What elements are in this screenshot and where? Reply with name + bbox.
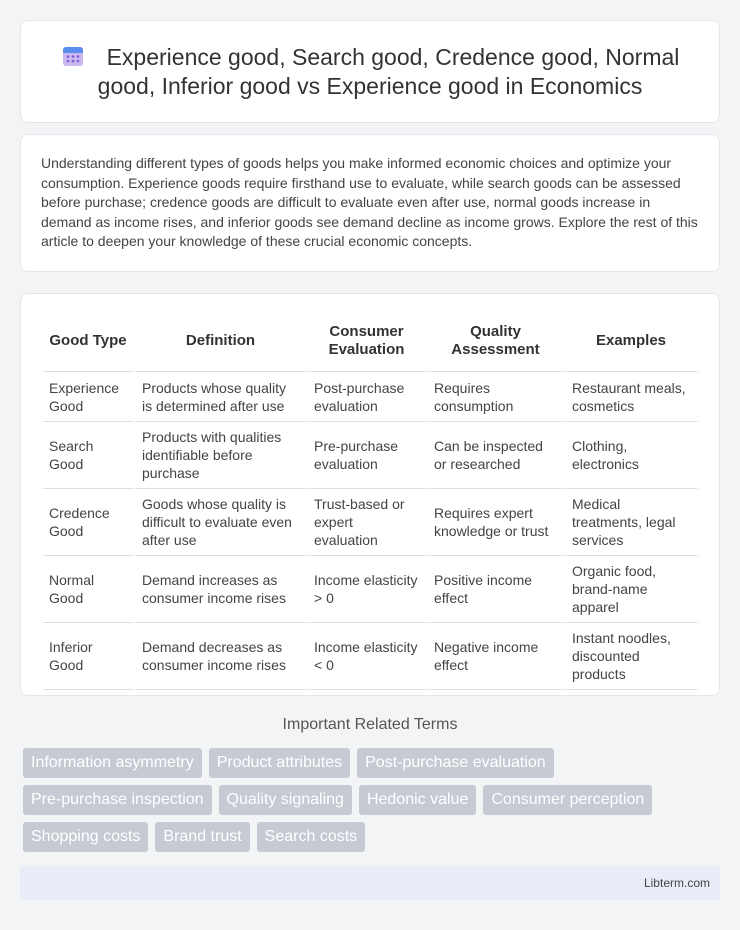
cell-good-type: Inferior Good [43,623,136,690]
tag-shopping-costs[interactable]: Shopping costs [23,822,148,852]
cell-examples: Organic food, brand-name apparel [566,556,699,623]
goods-table [43,310,699,690]
cell-definition: Products with qualities identifiable before purchase [136,422,308,489]
header-definition: Definition [136,310,308,372]
page-title-text: Experience good, Search good, Credence good, Normal good, Inferior good vs Experience good in Economics [97,43,680,99]
tag-quality-signaling[interactable]: Quality signaling [219,785,352,815]
page-title [51,43,689,101]
cell-consumer-evaluation: Income elasticity > 0 [308,556,428,623]
tag-row [23,822,723,852]
tag-post-purchase-evaluation[interactable]: Post-purchase evaluation [357,748,554,778]
cell-quality-assessment: Requires expert knowledge or trust [428,489,566,556]
table-row [43,372,699,422]
tag-row [23,785,723,815]
intro-card [20,134,720,272]
cell-good-type: Credence Good [43,489,136,556]
cell-examples: Instant noodles, discounted products [566,623,699,690]
cell-quality-assessment: Can be inspected or researched [428,422,566,489]
footer [20,866,720,900]
related-terms-tags [23,748,723,859]
cell-quality-assessment: Negative income effect [428,623,566,690]
tag-product-attributes[interactable]: Product attributes [209,748,350,778]
table-row [43,489,699,556]
tag-information-asymmetry[interactable]: Information asymmetry [23,748,202,778]
cell-definition: Products whose quality is determined after use [136,372,308,422]
tag-pre-purchase-inspection[interactable]: Pre-purchase inspection [23,785,212,815]
table-row [43,623,699,690]
header-good-type: Good Type [43,310,136,372]
table-header-row [43,310,699,372]
cell-good-type: Search Good [43,422,136,489]
table-row [43,422,699,489]
title-card [20,20,720,123]
tag-hedonic-value[interactable]: Hedonic value [359,785,476,815]
tag-consumer-perception[interactable]: Consumer perception [483,785,652,815]
cell-good-type: Experience Good [43,372,136,422]
header-consumer-evaluation: Consumer Evaluation [308,310,428,372]
cell-quality-assessment: Positive income effect [428,556,566,623]
table-card [20,293,720,696]
cell-examples: Clothing, electronics [566,422,699,489]
footer-site-link[interactable]: Libterm.com [643,876,710,890]
cell-examples: Restaurant meals, cosmetics [566,372,699,422]
calendar-icon [61,44,85,68]
cell-consumer-evaluation: Pre-purchase evaluation [308,422,428,489]
intro-paragraph: Understanding different types of goods helps you make informed economic choices and optimize your consumption. Experience goods require firsthand use to evaluate, while search goods can be assessed before purchase; credence goods are difficult to evaluate even after use, normal goods increase in demand as income rises, and inferior goods see demand decline as income grows. Explore the rest of this article to deepen your knowledge of these crucial economic concepts. [41,155,698,249]
cell-consumer-evaluation: Post-purchase evaluation [308,372,428,422]
cell-definition: Goods whose quality is difficult to evaluate even after use [136,489,308,556]
cell-good-type: Normal Good [43,556,136,623]
cell-quality-assessment: Requires consumption [428,372,566,422]
tag-brand-trust[interactable]: Brand trust [155,822,249,852]
table-row [43,556,699,623]
cell-definition: Demand increases as consumer income rises [136,556,308,623]
header-quality-assessment: Quality Assessment [428,310,566,372]
cell-consumer-evaluation: Income elasticity < 0 [308,623,428,690]
cell-examples: Medical treatments, legal services [566,489,699,556]
tag-row [23,748,723,778]
tag-search-costs[interactable]: Search costs [257,822,365,852]
cell-consumer-evaluation: Trust-based or expert evaluation [308,489,428,556]
related-terms-title: Important Related Terms [282,716,458,733]
cell-definition: Demand decreases as consumer income rises [136,623,308,690]
header-examples: Examples [566,310,699,372]
